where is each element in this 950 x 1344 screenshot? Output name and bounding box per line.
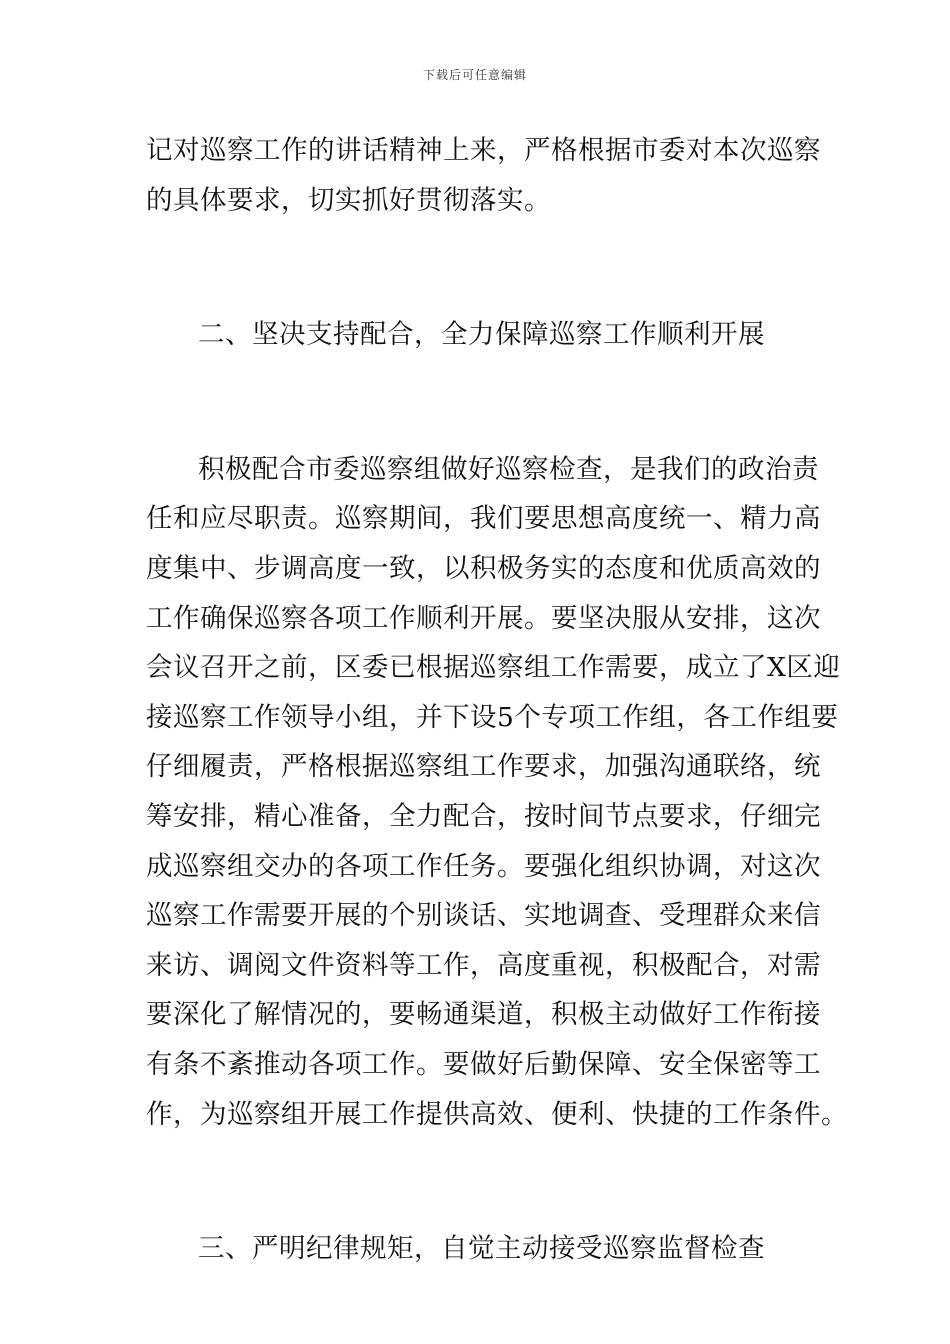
- section-heading-3: 三、严明纪律规矩，自觉主动接受巡察监督检查: [198, 1233, 765, 1265]
- paragraph-line: 会议召开之前，区委已根据巡察组工作需要，成立了X区迎: [146, 652, 841, 684]
- header-note: 下载后可任意编辑: [422, 68, 527, 82]
- paragraph-line: 的具体要求，切实抓好贯彻落实。: [146, 184, 551, 216]
- paragraph-line: 工作确保巡察各项工作顺利开展。要坚决服从安排，这次: [146, 602, 821, 634]
- paragraph-line: 作，为巡察组开展工作提供高效、便利、快捷的工作条件。: [146, 1098, 848, 1130]
- paragraph-line: 来访、调阅文件资料等工作，高度重视，积极配合，对需: [146, 949, 821, 981]
- paragraph-line: 巡察工作需要开展的个别谈话、实地调查、受理群众来信: [146, 900, 821, 932]
- paragraph-2: [146, 445, 848, 1139]
- document-body: [146, 126, 848, 1274]
- section-heading-2: 二、坚决支持配合，全力保障巡察工作顺利开展: [198, 319, 765, 351]
- paragraph-line: 成巡察组交办的各项工作任务。要强化组织协调，对这次: [146, 850, 821, 882]
- paragraph-line: 记对巡察工作的讲话精神上来，严格根据市委对本次巡察: [146, 135, 821, 166]
- paragraph-line: 有条不紊推动各项工作。要做好后勤保障、安全保密等工: [146, 1048, 821, 1080]
- paragraph-line: 要深化了解情况的，要畅通渠道，积极主动做好工作衔接: [146, 999, 821, 1031]
- paragraph-line: 度集中、步调高度一致，以积极务实的态度和优质高效的: [146, 552, 821, 584]
- paragraph-line: 积极配合市委巡察组做好巡察检查，是我们的政治责: [198, 453, 819, 485]
- paragraph-1: [146, 126, 821, 225]
- paragraph-line: 任和应尽职责。巡察期间，我们要思想高度统一、精力高: [146, 503, 821, 535]
- paragraph-line: 接巡察工作领导小组，并下设5个专项工作组，各工作组要: [146, 701, 839, 733]
- paragraph-line: 筹安排，精心准备，全力配合，按时间节点要求，仔细完: [146, 800, 821, 832]
- paragraph-line: 仔细履责，严格根据巡察组工作要求，加强沟通联络，统: [146, 751, 821, 783]
